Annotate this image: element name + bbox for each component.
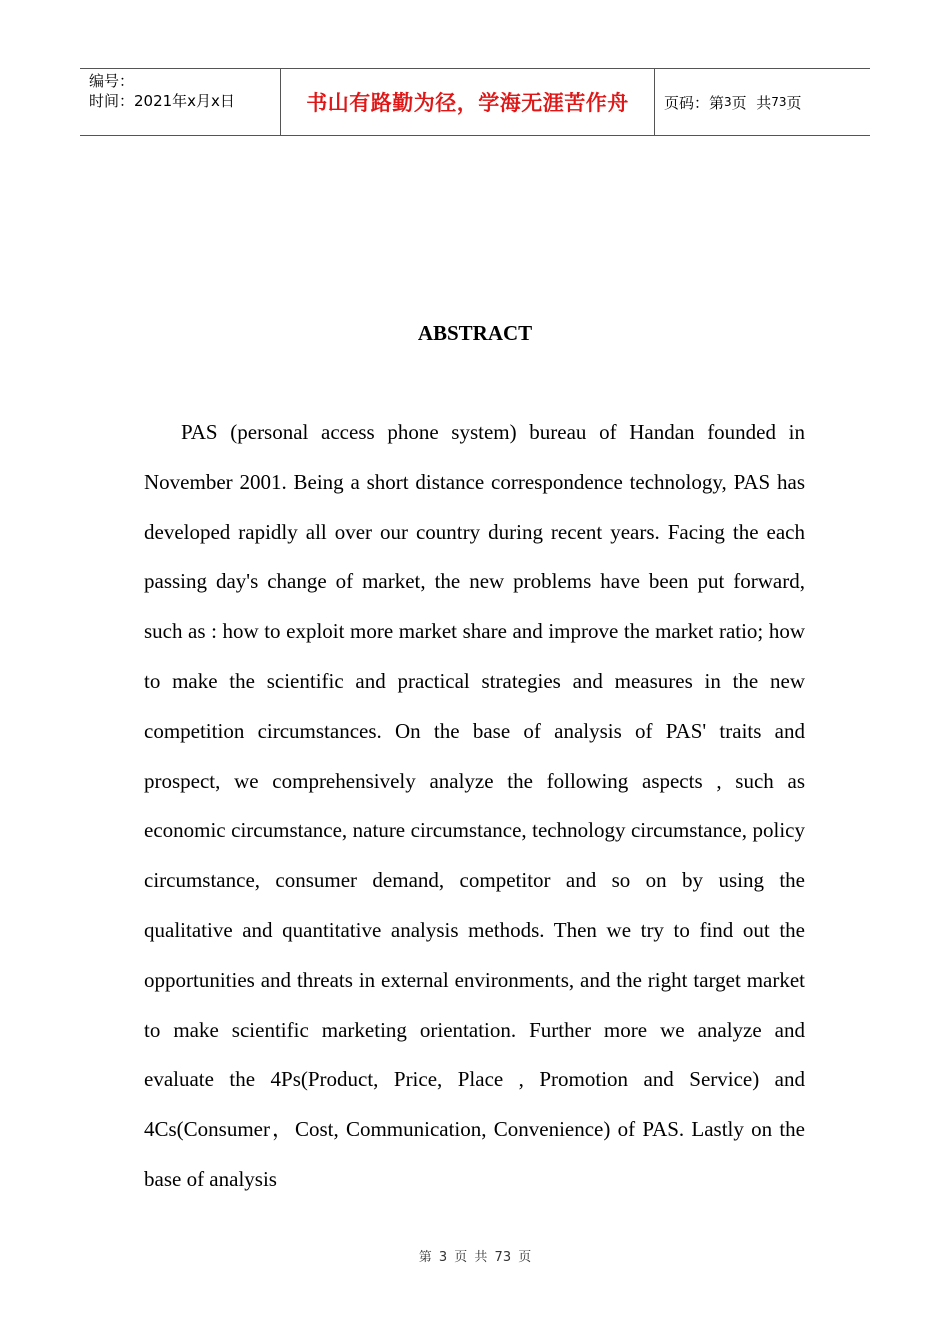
date-label: 时间：2021年x月x日 bbox=[89, 92, 235, 110]
page-header bbox=[80, 68, 870, 136]
abstract-body: PAS (personal access phone system) bureau of Handan founded in November 2001. Being a short distance correspondence technology, PAS has developed rapidly all over our country during recent years. Facing the each passing day's change of market, the new problems have been put forward, such as : how to exploit more market share and improve the market ratio; how to make the scientific and practical strategies and measures in the new competition circumstances. On the base of analysis of PAS' traits and prospect, we comprehensively analyze the following aspects , such as economic circumstance, nature circumstance, technology circumstance, policy circumstance, consumer demand, competitor and so on by using the qualitative and quantitative analysis methods. Then we try to find out the opportunities and threats in external environments, and the right target market to make scientific marketing orientation. Further more we analyze and evaluate the 4Ps(Product, Price, Place , Promotion and Service) and 4Cs(Consumer，Cost, Communication, Convenience) of PAS. Lastly on the base of analysis bbox=[144, 420, 805, 1191]
serial-number-label: 编号： bbox=[89, 72, 135, 90]
page-total: 73 bbox=[771, 95, 787, 109]
page-prefix: 页码：第 bbox=[664, 93, 725, 112]
header-motto-cell bbox=[281, 69, 655, 135]
page-current: 3 bbox=[724, 95, 732, 109]
motto-text: 书山有路勤为径，学海无涯苦作舟 bbox=[306, 91, 629, 115]
page-footer: 第 3 页 共 73 页 bbox=[418, 1250, 532, 1265]
page-suffix: 页 bbox=[786, 93, 802, 112]
header-page-cell bbox=[655, 69, 870, 135]
header-meta-cell bbox=[80, 69, 281, 135]
page-mid: 页 共 bbox=[731, 93, 772, 112]
abstract-title: ABSTRACT bbox=[417, 321, 533, 345]
